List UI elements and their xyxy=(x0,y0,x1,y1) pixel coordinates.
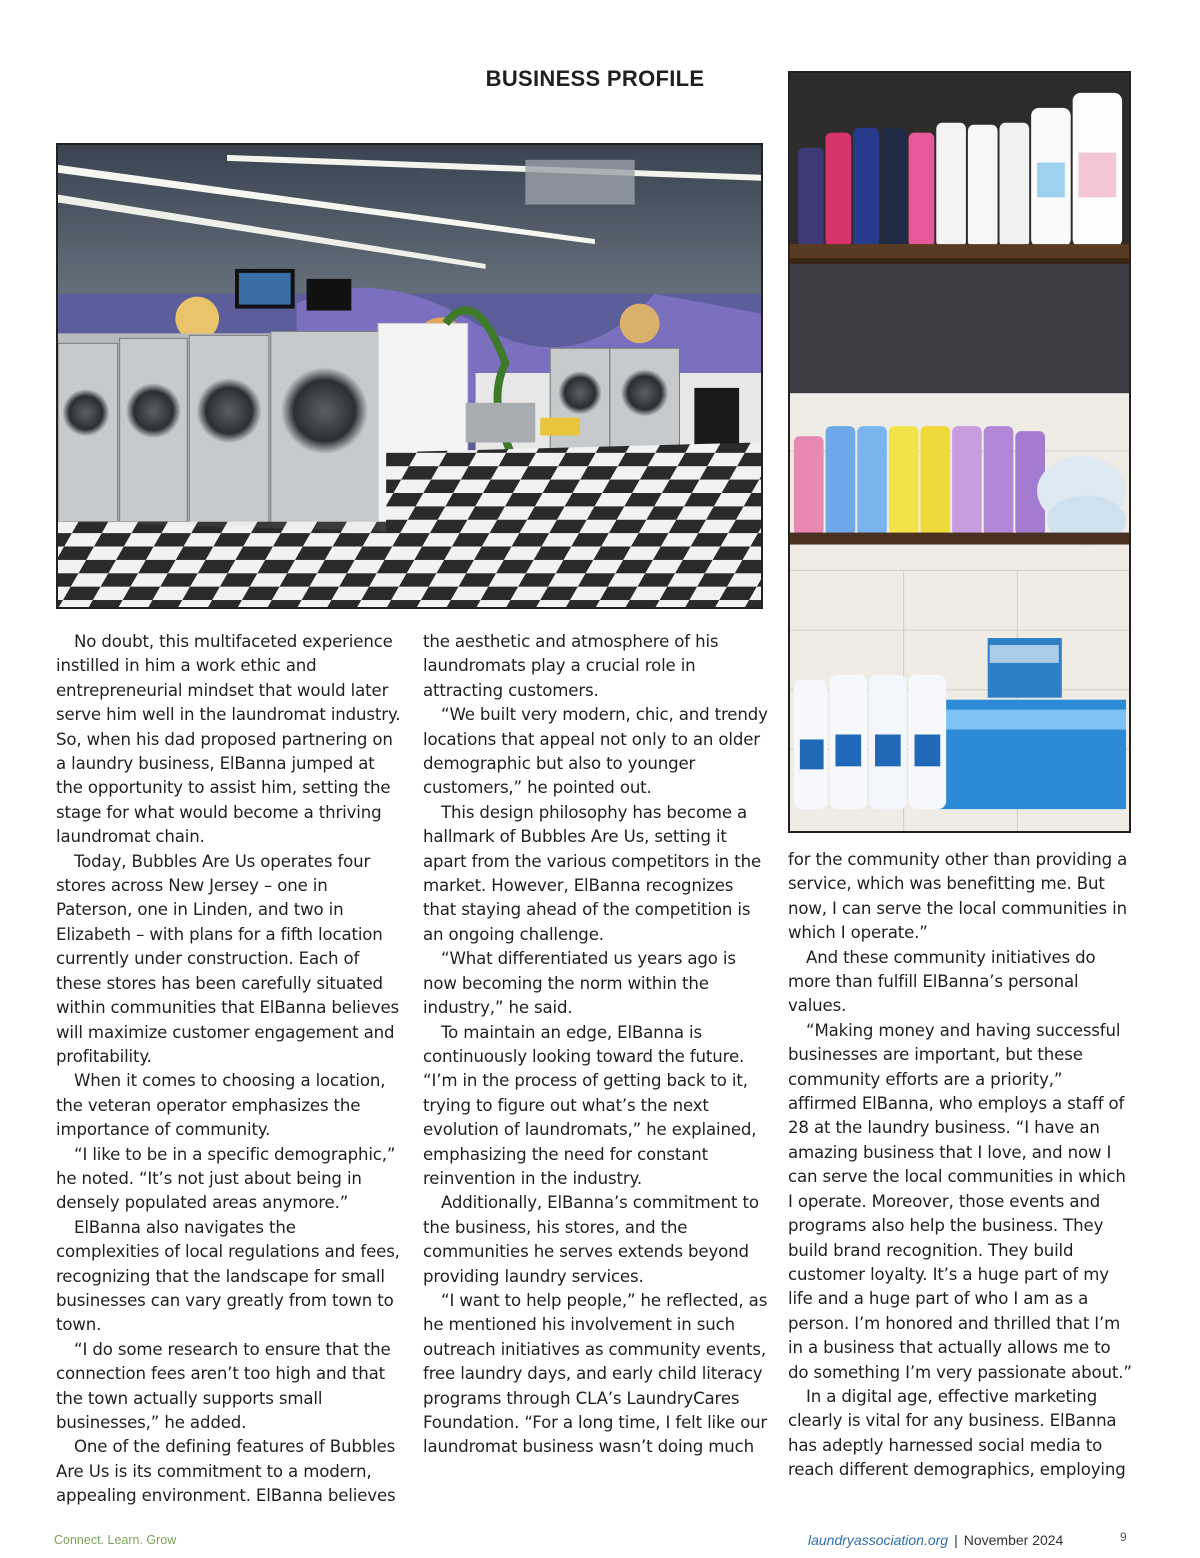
section-title: BUSINESS PROFILE xyxy=(485,66,705,91)
shelves-photo-illustration xyxy=(790,73,1129,831)
paragraph: Additionally, ElBanna’s commitment to the business, his stores, and the communities he serves extends beyond providing laundry services. xyxy=(423,1193,759,1286)
paragraph: To maintain an edge, ElBanna is continuously looking toward the future. “I’m in the process of getting back to it, trying to figure out what’s the next evolution of laundromats,” he explained, emphasizing the need for constant reinvention in the industry. xyxy=(423,1022,757,1188)
footer-publication xyxy=(808,1532,1063,1548)
paragraph: ElBanna also navigates the complexities of local regulations and fees, recognizing that the landscape for small businesses can vary greatly from town to town. xyxy=(56,1217,400,1335)
footer-issue-date: November 2024 xyxy=(963,1532,1064,1548)
paragraph: “Making money and having successful businesses are important, but these community efforts are a priority,” affirmed ElBanna, who employs a staff of 28 at the laundry business. “I have an amazing business that I love, and now I can serve the local communities in which I operate. Moreover, those events and programs also help the business. They build brand recognition. They build customer loyalty. It’s a huge part of my life and a huge part of who I am as a person. I’m honored and thrilled that I’m in a business that actually allows me to do something I’m very passionate about.” xyxy=(788,1020,1132,1382)
paragraph: “I like to be in a specific demographic,” he noted. “It’s not just about being in densely populated areas anymore.” xyxy=(56,1144,396,1213)
article-column-1 xyxy=(56,630,402,1509)
paragraph: “I want to help people,” he reflected, as he mentioned his involvement in such outreach initiatives as community events, free laundry days, and early child literacy programs through CLA’s LaundryCares Foundation. “For a long time, I felt like our laundromat business wasn’t doing much xyxy=(423,1290,768,1457)
footer-separator: | xyxy=(954,1532,958,1548)
article-column-3 xyxy=(788,848,1134,1483)
laundromat-photo-illustration xyxy=(58,145,761,607)
footer-website-link[interactable]: laundryassociation.org xyxy=(808,1532,949,1548)
paragraph: for the community other than providing a service, which was benefitting me. But now, I can serve the local communities in which I operate.” xyxy=(788,850,1128,943)
paragraph: In a digital age, effective marketing clearly is vital for any business. ElBanna has adeptly harnessed social media to reach different demographics, employing xyxy=(788,1386,1126,1480)
paragraph: “I do some research to ensure that the connection fees aren’t too high and that the town actually supports small businesses,” he added. xyxy=(56,1339,391,1432)
paragraph: “What differentiated us years ago is now becoming the norm within the industry,” he said. xyxy=(423,949,736,1018)
paragraph: the aesthetic and atmosphere of his laundromats play a crucial role in attracting customers. xyxy=(423,632,719,700)
article-column-2 xyxy=(423,630,769,1460)
laundromat-interior-photo xyxy=(56,143,763,609)
detergent-shelves-photo xyxy=(788,71,1131,833)
paragraph: One of the defining features of Bubbles Are Us is its commitment to a modern, appealing environment. ElBanna believes xyxy=(56,1437,396,1506)
paragraph: “We built very modern, chic, and trendy locations that appeal not only to an older demographic but also to younger customers,” he pointed out. xyxy=(423,705,768,798)
paragraph: When it comes to choosing a location, the veteran operator emphasizes the importance of community. xyxy=(56,1071,386,1140)
paragraph: No doubt, this multifaceted experience instilled in him a work ethic and entrepreneurial mindset that would later serve him well in the laundromat industry. So, when his dad proposed partnering on a laundry business, ElBanna jumped at the opportunity to assist him, setting the stage for what would become a thriving laundromat chain. xyxy=(56,632,401,847)
footer-tagline: Connect. Learn. Grow xyxy=(54,1533,177,1547)
paragraph: This design philosophy has become a hallmark of Bubbles Are Us, setting it apart from the various competitors in the market. However, ElBanna recognizes that staying ahead of the competition is an ongoing challenge. xyxy=(423,802,762,944)
paragraph: And these community initiatives do more than fulfill ElBanna’s personal values. xyxy=(788,947,1096,1016)
page-number: 9 xyxy=(1120,1530,1127,1544)
paragraph: Today, Bubbles Are Us operates four stores across New Jersey – one in Paterson, one in Linden, and two in Elizabeth – with plans for a fifth location currently under construction. Each of these stores has been carefully situated within communities that ElBanna believes will maximize customer engagement and profitability. xyxy=(56,851,400,1066)
